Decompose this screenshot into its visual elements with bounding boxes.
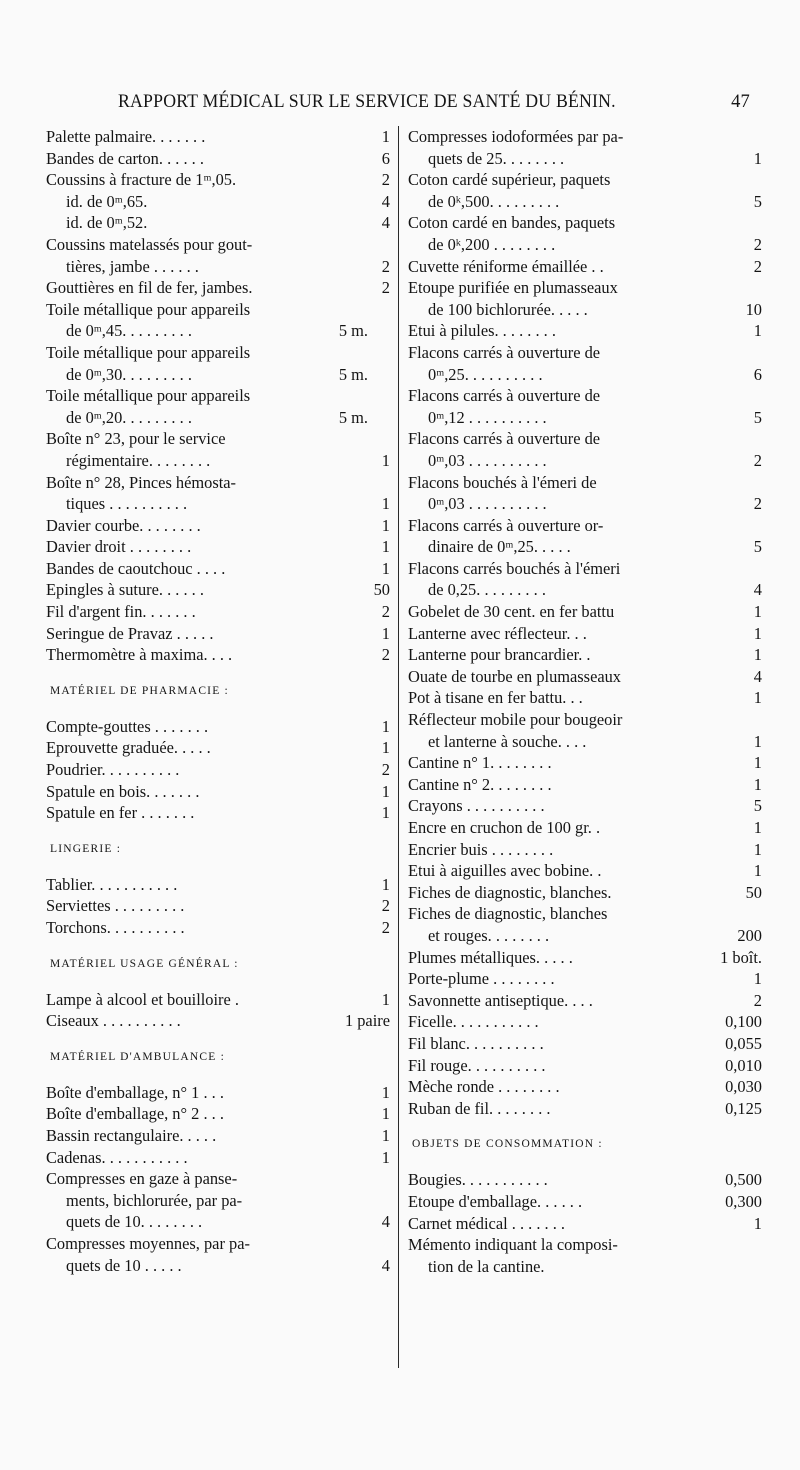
item-name: Etui à pilules. . . . . . . . — [408, 321, 556, 341]
item-name: Flacons carrés à ouverture de — [408, 429, 601, 449]
inventory-row — [46, 737, 390, 759]
item-quantity: 1 — [381, 1104, 390, 1124]
inventory-row — [46, 1211, 390, 1233]
item-quantity: 5 — [753, 191, 762, 211]
inventory-row — [408, 1169, 762, 1191]
inventory-row — [46, 364, 390, 386]
item-quantity: 6 — [753, 364, 762, 384]
inventory-row — [408, 212, 762, 234]
inventory-row — [46, 989, 390, 1011]
item-quantity: 2 — [753, 990, 762, 1010]
inventory-row — [46, 212, 390, 234]
inventory-row — [408, 860, 762, 882]
inventory-row — [46, 277, 390, 299]
item-name: Bandes de caoutchouc . . . . — [46, 558, 226, 578]
item-name: de 100 bichlorurée. . . . . — [428, 299, 588, 319]
inventory-row — [46, 917, 390, 939]
item-name: Flacons carrés bouchés à l'émeri — [408, 558, 621, 578]
item-quantity: 1 — [753, 321, 762, 341]
item-name: Encrier buis . . . . . . . . — [408, 839, 554, 859]
item-quantity: 1 — [753, 861, 762, 881]
item-quantity: 1 — [381, 781, 390, 801]
item-name: Toile métallique pour appareils — [46, 342, 251, 362]
item-name: quets de 10. . . . . . . . — [66, 1212, 203, 1232]
item-quantity: 1 — [753, 969, 762, 989]
item-quantity: 2 — [753, 234, 762, 254]
item-name: Compresses iodoformées par pa- — [408, 127, 624, 146]
item-name: de 0ᵏ,500. . . . . . . . . — [428, 191, 560, 211]
item-name: Ciseaux . . . . . . . . . . — [46, 1011, 181, 1031]
inventory-row — [408, 364, 762, 386]
item-quantity: 1 — [381, 127, 390, 146]
item-name: Epingles à suture. . . . . . — [46, 580, 204, 600]
item-quantity: 1 — [381, 515, 390, 535]
column-divider — [398, 126, 399, 1368]
running-header — [118, 92, 758, 118]
item-name: Compte-gouttes . . . . . . . — [46, 716, 209, 736]
item-name: Coussins matelassés pour gout- — [46, 234, 253, 254]
inventory-row — [408, 169, 762, 191]
inventory-row — [408, 342, 762, 364]
item-quantity: 1 — [753, 688, 762, 708]
item-name: Porte-plume . . . . . . . . — [408, 969, 555, 989]
item-name: id. de 0ᵐ,52. — [66, 213, 148, 233]
item-name: de 0ᵏ,200 . . . . . . . . — [428, 234, 556, 254]
inventory-row — [408, 774, 762, 796]
item-quantity: 1 — [381, 450, 390, 470]
item-quantity: 1 — [753, 602, 762, 622]
item-quantity: 5 — [753, 796, 762, 816]
item-quantity: 0,500 — [725, 1170, 762, 1190]
inventory-row — [408, 1213, 762, 1235]
inventory-row — [46, 342, 390, 364]
inventory-row — [408, 536, 762, 558]
item-name: dinaire de 0ᵐ,25. . . . . — [428, 537, 571, 557]
item-name: Mèche ronde . . . . . . . . — [408, 1077, 560, 1097]
item-name: Fil d'argent fin. . . . . . . — [46, 602, 196, 622]
inventory-row — [46, 148, 390, 170]
inventory-row — [46, 428, 390, 450]
item-name: de 0,25. . . . . . . . . — [428, 580, 546, 600]
inventory-row — [408, 947, 762, 969]
inventory-row — [46, 1233, 390, 1255]
left-column — [46, 126, 390, 1276]
item-quantity: 1 — [753, 753, 762, 773]
item-name: Pot à tisane en fer battu. . . — [408, 688, 583, 708]
item-name: Encre en cruchon de 100 gr. . — [408, 818, 601, 837]
inventory-row — [408, 709, 762, 731]
inventory-row — [408, 925, 762, 947]
item-name: Thermomètre à maxima. . . . — [46, 645, 233, 665]
inventory-row — [46, 385, 390, 407]
inventory-row — [408, 320, 762, 342]
item-quantity: 2 — [753, 256, 762, 276]
item-name: Mémento indiquant la composi- — [408, 1235, 618, 1255]
inventory-row — [408, 1055, 762, 1077]
section-heading: MATÉRIEL DE PHARMACIE : — [50, 684, 229, 697]
item-name: Carnet médical . . . . . . . — [408, 1213, 566, 1233]
item-quantity: 0,010 — [725, 1055, 762, 1075]
item-quantity: 0,030 — [725, 1077, 762, 1097]
inventory-row — [408, 234, 762, 256]
item-name: et lanterne à souche. . . . — [428, 731, 587, 751]
item-quantity: 0,300 — [725, 1191, 762, 1211]
item-name: id. de 0ᵐ,65. — [66, 191, 148, 211]
running-title: RAPPORT MÉDICAL SUR LE SERVICE DE SANTÉ DU BÉNIN. — [118, 92, 616, 112]
item-quantity: 1 — [381, 494, 390, 514]
item-quantity: 1 — [753, 1213, 762, 1233]
inventory-row — [408, 148, 762, 170]
item-name: Etoupe d'emballage. . . . . . — [408, 1191, 583, 1211]
item-name: tières, jambe . . . . . . — [66, 256, 199, 276]
item-quantity: 2 — [753, 494, 762, 514]
item-quantity: 5 m. — [338, 321, 368, 341]
inventory-row — [46, 1190, 390, 1212]
item-name: Fiches de diagnostic, blanches. — [408, 882, 612, 902]
right-column — [408, 126, 762, 1277]
inventory-row — [408, 731, 762, 753]
inventory-row — [46, 320, 390, 342]
item-name: Ficelle. . . . . . . . . . . — [408, 1012, 539, 1032]
inventory-row — [46, 1125, 390, 1147]
item-name: Coton cardé en bandes, paquets — [408, 213, 616, 233]
item-quantity: 2 — [753, 450, 762, 470]
inventory-row — [408, 1234, 762, 1256]
item-quantity: 2 — [381, 170, 390, 190]
item-name: Palette palmaire. . . . . . . — [46, 127, 206, 146]
inventory-row — [408, 256, 762, 278]
item-quantity: 2 — [381, 602, 390, 622]
inventory-row — [408, 407, 762, 429]
item-quantity: 0,100 — [725, 1012, 762, 1032]
item-quantity: 1 — [753, 774, 762, 794]
item-quantity: 5 m. — [338, 407, 368, 427]
item-name: Lanterne avec réflecteur. . . — [408, 623, 587, 643]
inventory-row — [408, 882, 762, 904]
item-quantity: 1 — [381, 623, 390, 643]
item-name: Cuvette réniforme émaillée . . — [408, 256, 604, 276]
item-name: et rouges. . . . . . . . — [428, 925, 550, 945]
item-name: Davier courbe. . . . . . . . — [46, 515, 201, 535]
item-name: Spatule en bois. . . . . . . — [46, 781, 200, 801]
inventory-row — [46, 579, 390, 601]
item-name: quets de 10 . . . . . — [66, 1255, 182, 1275]
inventory-row — [408, 1256, 762, 1278]
item-name: Coton cardé supérieur, paquets — [408, 170, 611, 190]
inventory-row — [408, 579, 762, 601]
inventory-row — [46, 126, 390, 148]
item-quantity: 1 — [381, 874, 390, 894]
inventory-row — [408, 493, 762, 515]
inventory-row — [46, 895, 390, 917]
item-quantity: 1 paire — [344, 1011, 390, 1031]
inventory-row — [46, 515, 390, 537]
item-name: Boîte n° 23, pour le service — [46, 429, 226, 449]
inventory-row — [408, 752, 762, 774]
inventory-row — [408, 903, 762, 925]
item-name: Cantine n° 2. . . . . . . . — [408, 774, 552, 794]
item-name: Toile métallique pour appareils — [46, 386, 251, 406]
item-quantity: 2 — [381, 645, 390, 665]
section-heading: OBJETS DE CONSOMMATION : — [412, 1138, 603, 1151]
item-name: Boîte n° 28, Pinces hémosta- — [46, 472, 237, 492]
item-quantity: 2 — [381, 278, 390, 298]
item-quantity: 0,055 — [725, 1033, 762, 1053]
inventory-row — [408, 472, 762, 494]
inventory-row — [46, 623, 390, 645]
item-name: ments, bichlorurée, par pa- — [66, 1190, 243, 1210]
item-name: Seringue de Pravaz . . . . . — [46, 623, 214, 643]
item-name: Davier droit . . . . . . . . — [46, 537, 192, 557]
item-name: Eprouvette graduée. . . . . — [46, 738, 211, 758]
item-name: Flacons carrés à ouverture de — [408, 386, 601, 406]
inventory-row — [408, 515, 762, 537]
inventory-row — [408, 1191, 762, 1213]
item-quantity: 1 boît. — [720, 947, 762, 967]
item-name: Ruban de fil. . . . . . . . — [408, 1098, 551, 1118]
item-quantity: 1 — [753, 645, 762, 665]
item-name: Fiches de diagnostic, blanches — [408, 904, 608, 924]
inventory-row — [408, 1076, 762, 1098]
inventory-row — [408, 450, 762, 472]
item-quantity: 1 — [381, 803, 390, 823]
inventory-row — [408, 1011, 762, 1033]
item-name: de 0ᵐ,30. . . . . . . . . — [66, 364, 192, 384]
inventory-row — [46, 234, 390, 256]
item-quantity: 50 — [373, 580, 390, 600]
inventory-row — [408, 558, 762, 580]
item-name: Lanterne pour brancardier. . — [408, 645, 591, 665]
item-quantity: 1 — [381, 738, 390, 758]
inventory-row — [408, 277, 762, 299]
item-quantity: 2 — [381, 896, 390, 916]
item-name: Etoupe purifiée en plumasseaux — [408, 278, 618, 298]
item-quantity: 4 — [753, 580, 762, 600]
item-name: Gouttières en fil de fer, jambes. — [46, 278, 253, 298]
inventory-row — [408, 623, 762, 645]
inventory-row — [408, 601, 762, 623]
inventory-row — [46, 169, 390, 191]
item-quantity: 2 — [381, 760, 390, 780]
item-quantity: 1 — [381, 558, 390, 578]
inventory-row — [46, 256, 390, 278]
inventory-row — [46, 299, 390, 321]
item-name: Torchons. . . . . . . . . . — [46, 918, 185, 937]
item-quantity: 0,125 — [725, 1098, 762, 1118]
inventory-row — [46, 644, 390, 666]
item-name: Fil blanc. . . . . . . . . . — [408, 1033, 544, 1053]
inventory-row — [46, 874, 390, 896]
item-quantity: 4 — [381, 213, 390, 233]
item-quantity: 1 — [753, 148, 762, 168]
item-quantity: 1 — [381, 1125, 390, 1145]
inventory-row — [408, 666, 762, 688]
inventory-row — [46, 1103, 390, 1125]
inventory-row — [46, 558, 390, 580]
item-quantity: 1 — [753, 839, 762, 859]
inventory-row — [408, 839, 762, 861]
item-quantity: 1 — [381, 989, 390, 1009]
item-name: Poudrier. . . . . . . . . . — [46, 760, 180, 780]
inventory-row — [46, 536, 390, 558]
inventory-row — [46, 716, 390, 738]
inventory-row — [408, 1098, 762, 1120]
inventory-row — [46, 601, 390, 623]
item-name: quets de 25. . . . . . . . — [428, 148, 565, 168]
inventory-row — [46, 493, 390, 515]
item-name: Bougies. . . . . . . . . . . — [408, 1170, 548, 1190]
item-quantity: 5 — [753, 537, 762, 557]
item-name: Toile métallique pour appareils — [46, 299, 251, 319]
inventory-row — [408, 817, 762, 839]
item-quantity: 1 — [381, 1082, 390, 1102]
inventory-row — [46, 407, 390, 429]
inventory-row — [408, 968, 762, 990]
item-name: Gobelet de 30 cent. en fer battu — [408, 602, 615, 622]
item-name: Flacons bouchés à l'émeri de — [408, 472, 597, 492]
section-heading: MATÉRIEL USAGE GÉNÉRAL : — [50, 957, 239, 970]
item-name: de 0ᵐ,45. . . . . . . . . — [66, 321, 192, 341]
item-name: Crayons . . . . . . . . . . — [408, 796, 545, 816]
inventory-row — [408, 644, 762, 666]
item-name: 0ᵐ,03 . . . . . . . . . . — [428, 494, 547, 514]
item-name: de 0ᵐ,20. . . . . . . . . — [66, 407, 192, 427]
inventory-row — [46, 781, 390, 803]
item-quantity: 1 — [753, 623, 762, 643]
item-quantity: 50 — [745, 882, 762, 902]
item-name: Réflecteur mobile pour bougeoir — [408, 710, 623, 730]
item-quantity: 200 — [737, 925, 762, 945]
item-name: Lampe à alcool et bouilloire . — [46, 989, 239, 1009]
item-name: Savonnette antiseptique. . . . — [408, 990, 593, 1010]
inventory-row — [408, 795, 762, 817]
item-name: Compresses en gaze à panse- — [46, 1169, 238, 1189]
item-name: Bandes de carton. . . . . . — [46, 148, 204, 168]
item-quantity: 10 — [745, 299, 762, 319]
item-name: Spatule en fer . . . . . . . — [46, 803, 195, 823]
item-name: Cantine n° 1. . . . . . . . — [408, 753, 552, 773]
item-quantity: 4 — [753, 666, 762, 686]
inventory-row — [46, 472, 390, 494]
inventory-row — [46, 191, 390, 213]
item-quantity: 4 — [381, 191, 390, 211]
item-name: Tablier. . . . . . . . . . . — [46, 874, 178, 894]
item-name: 0ᵐ,12 . . . . . . . . . . — [428, 407, 547, 427]
item-quantity: 6 — [381, 148, 390, 168]
item-name: tiques . . . . . . . . . . — [66, 494, 188, 514]
item-quantity: 1 — [381, 537, 390, 557]
item-quantity: 4 — [381, 1255, 390, 1275]
inventory-row — [46, 759, 390, 781]
item-quantity: 1 — [753, 818, 762, 837]
inventory-row — [46, 450, 390, 472]
item-name: 0ᵐ,03 . . . . . . . . . . — [428, 450, 547, 470]
item-name: Compresses moyennes, par pa- — [46, 1233, 250, 1253]
page-number: 47 — [731, 92, 750, 112]
item-name: régimentaire. . . . . . . . — [66, 450, 211, 470]
item-name: Coussins à fracture de 1ᵐ,05. — [46, 170, 237, 190]
item-name: Plumes métalliques. . . . . — [408, 947, 573, 967]
inventory-row — [46, 1082, 390, 1104]
inventory-row — [46, 1010, 390, 1032]
inventory-row — [408, 385, 762, 407]
inventory-row — [408, 1033, 762, 1055]
section-heading: LINGERIE : — [50, 842, 122, 855]
item-quantity: 1 — [381, 1147, 390, 1167]
inventory-row — [408, 990, 762, 1012]
item-quantity: 5 — [753, 407, 762, 427]
inventory-row — [408, 299, 762, 321]
item-name: Etui à aiguilles avec bobine. . — [408, 861, 602, 881]
item-name: Bassin rectangulaire. . . . . — [46, 1125, 217, 1145]
item-name: 0ᵐ,25. . . . . . . . . . — [428, 364, 543, 384]
item-quantity: 5 m. — [338, 364, 368, 384]
item-name: Boîte d'emballage, n° 2 . . . — [46, 1104, 224, 1124]
item-quantity: 2 — [381, 256, 390, 276]
item-name: Fil rouge. . . . . . . . . . — [408, 1055, 546, 1075]
item-name: Boîte d'emballage, n° 1 . . . — [46, 1082, 224, 1102]
inventory-row — [408, 687, 762, 709]
inventory-row — [46, 1147, 390, 1169]
item-quantity: 4 — [381, 1212, 390, 1232]
section-heading: MATÉRIEL D'AMBULANCE : — [50, 1050, 225, 1063]
inventory-row — [408, 126, 762, 148]
item-name: Flacons carrés à ouverture de — [408, 342, 601, 362]
inventory-row — [46, 1255, 390, 1277]
item-name: Ouate de tourbe en plumasseaux — [408, 666, 622, 686]
inventory-row — [408, 428, 762, 450]
inventory-row — [46, 1168, 390, 1190]
inventory-row — [46, 802, 390, 824]
item-quantity: 1 — [753, 731, 762, 751]
item-name: tion de la cantine. — [428, 1256, 545, 1276]
item-quantity: 1 — [381, 716, 390, 736]
item-quantity: 2 — [381, 918, 390, 937]
item-name: Flacons carrés à ouverture or- — [408, 515, 604, 535]
inventory-row — [408, 191, 762, 213]
item-name: Cadenas. . . . . . . . . . . — [46, 1147, 188, 1167]
item-name: Serviettes . . . . . . . . . — [46, 896, 185, 916]
